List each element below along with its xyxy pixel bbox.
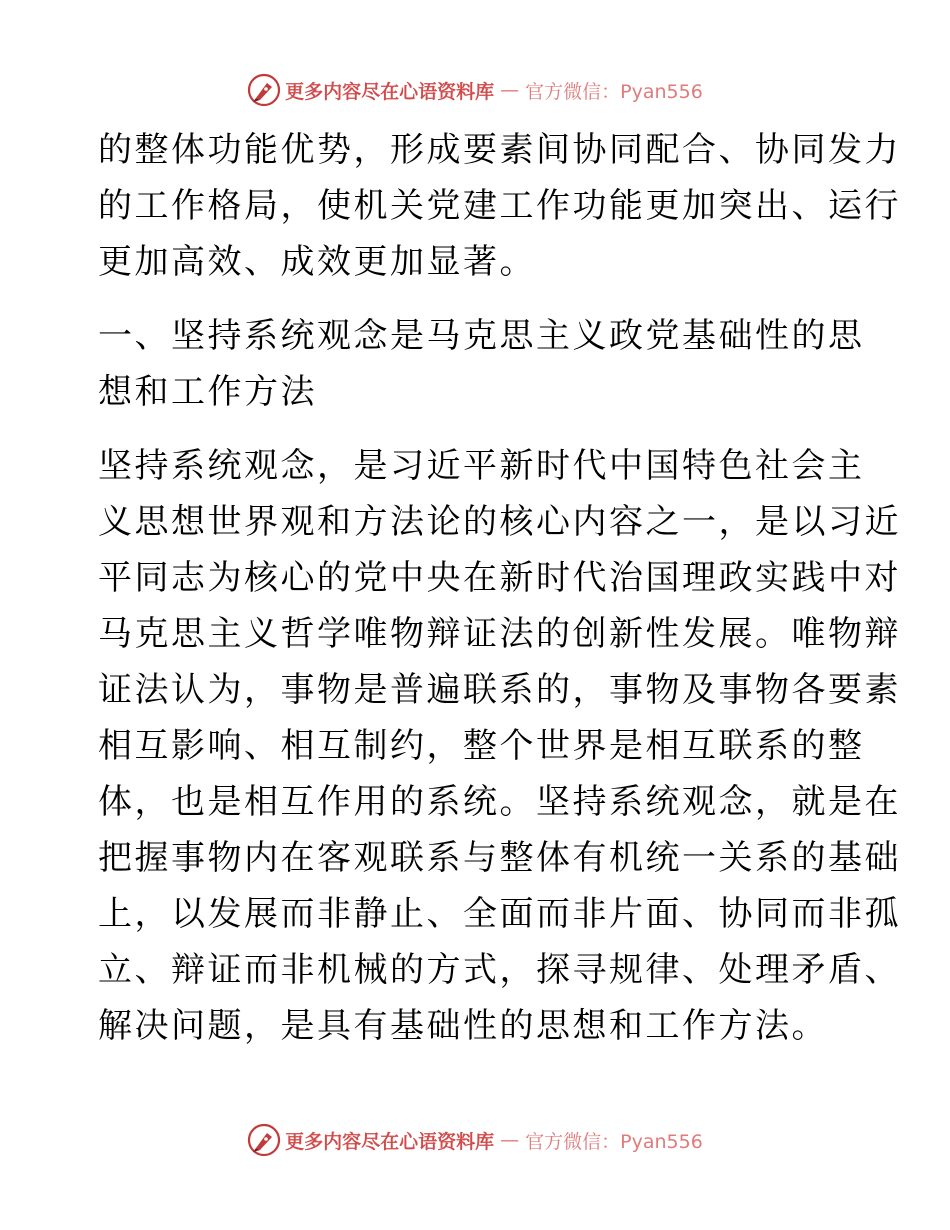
paragraph-line: 的整体功能优势，形成要素间协同配合、协同发力	[98, 130, 901, 170]
header-brand-text: 更多内容尽在心语资料库	[285, 80, 495, 103]
paragraph-line: 把握事物内在客观联系与整体有机统一关系的基础	[98, 838, 901, 878]
paragraph-line: 义思想世界观和方法论的核心内容之一，是以习近	[98, 502, 901, 542]
paragraph-line: 马克思主义哲学唯物辩证法的创新性发展。唯物辩	[98, 614, 901, 654]
paragraph-line: 相互影响、相互制约，整个世界是相互联系的整	[98, 726, 865, 766]
paragraph-1	[98, 122, 901, 290]
header-banner	[0, 70, 950, 110]
footer-banner	[0, 1120, 950, 1160]
document-body	[98, 122, 901, 1054]
footer-brand-text: 更多内容尽在心语资料库	[285, 1130, 495, 1153]
paragraph-line: 的工作格局，使机关党建工作功能更加突出、运行	[98, 186, 901, 226]
section-heading	[98, 308, 865, 420]
header-separator: —	[500, 79, 520, 101]
pen-nib-logo-icon	[247, 1123, 281, 1157]
heading-line: 想和工作方法	[98, 372, 317, 412]
paragraph-line: 解决问题，是具有基础性的思想和工作方法。	[98, 1006, 828, 1046]
paragraph-line: 体，也是相互作用的系统。坚持系统观念，就是在	[98, 782, 901, 822]
paragraph-line: 立、辩证而非机械的方式，探寻规律、处理矛盾、	[98, 950, 901, 990]
paragraph-line: 坚持系统观念，是习近平新时代中国特色社会主	[98, 446, 865, 486]
heading-line: 一、坚持系统观念是马克思主义政党基础性的思	[98, 316, 865, 356]
paragraph-line: 证法认为，事物是普遍联系的，事物及事物各要素	[98, 670, 901, 710]
paragraph-line: 上，以发展而非静止、全面而非片面、协同而非孤	[98, 894, 901, 934]
header-wechat-text: 官方微信：Pyan556	[525, 80, 703, 103]
paragraph-line: 平同志为核心的党中央在新时代治国理政实践中对	[98, 558, 901, 598]
footer-wechat-text: 官方微信：Pyan556	[525, 1130, 703, 1153]
paragraph-line: 更加高效、成效更加显著。	[98, 242, 536, 282]
pen-nib-logo-icon	[247, 73, 281, 107]
paragraph-2	[98, 438, 901, 1054]
footer-separator: —	[500, 1129, 520, 1151]
